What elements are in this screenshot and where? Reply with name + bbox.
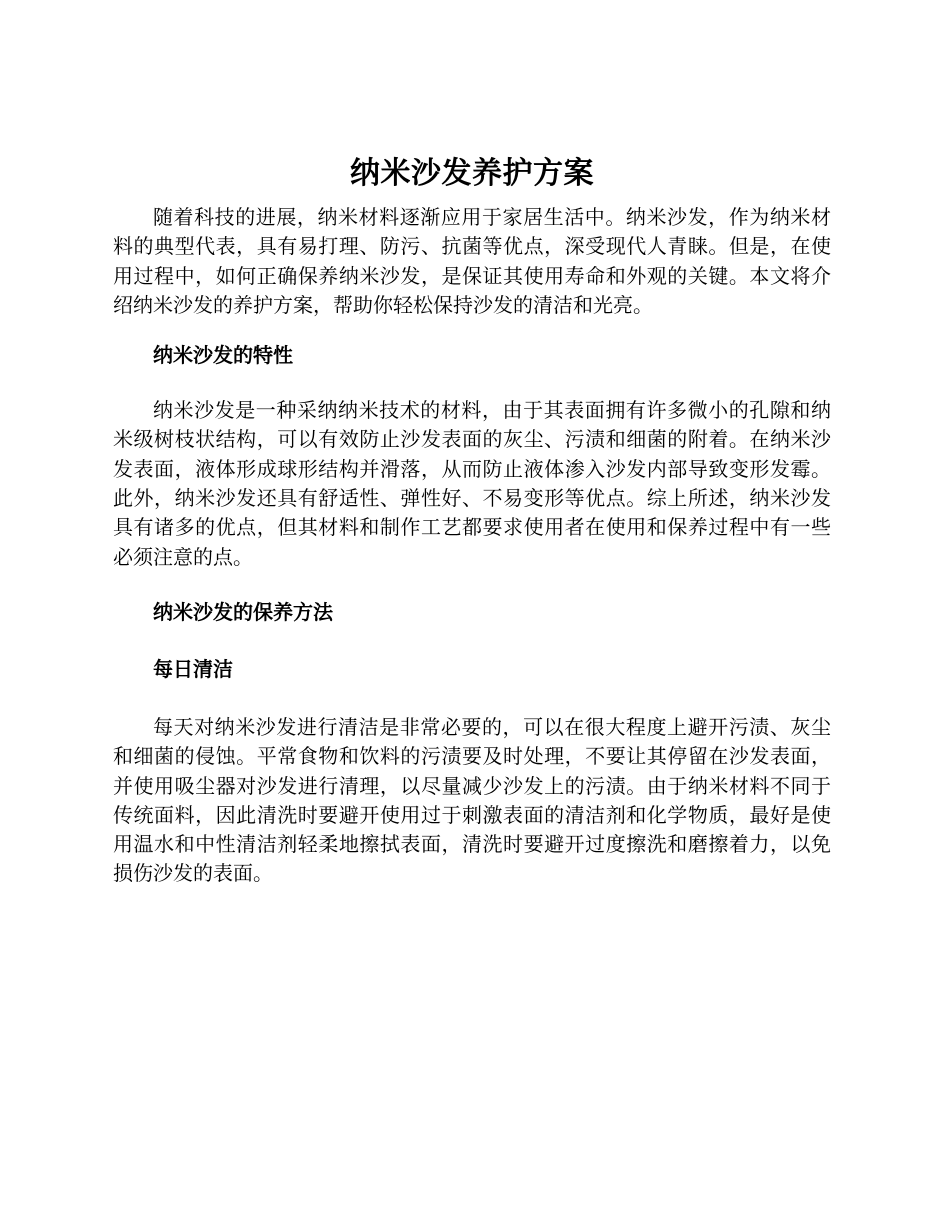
document-page [113, 150, 831, 889]
intro-paragraph: 随着科技的进展，纳米材料逐渐应用于家居生活中。纳米沙发，作为纳米材料的典型代表，具有易打理、防污、抗菌等优点，深受现代人青睐。但是，在使用过程中，如何正确保养纳米沙发，是保证其使用寿命和外观的关键。本文将介绍纳米沙发的养护方案，帮助你轻松保持沙发的清洁和光亮。 [113, 205, 831, 317]
daily-cleaning-paragraph: 每天对纳米沙发进行清洁是非常必要的，可以在很大程度上避开污渍、灰尘和细菌的侵蚀。平常食物和饮料的污渍要及时处理，不要让其停留在沙发表面，并使用吸尘器对沙发进行清理，以尽量减少沙发上的污渍。由于纳米材料不同于传统面料，因此清洗时要避开使用过于刺激表面的清洁剂和化学物质，最好是使用温水和中性清洁剂轻柔地擦拭表面，清洗时要避开过度擦洗和磨擦着力，以免损伤沙发的表面。 [113, 714, 831, 886]
section-heading-care-methods: 纳米沙发的保养方法 [153, 599, 333, 624]
subheading-daily-cleaning: 每日清洁 [153, 656, 233, 681]
document-title: 纳米沙发养护方案 [350, 156, 594, 191]
section-heading-properties: 纳米沙发的特性 [153, 343, 293, 368]
properties-paragraph: 纳米沙发是一种采纳纳米技术的材料，由于其表面拥有许多微小的孔隙和纳米级树枝状结构，可以有效防止沙发表面的灰尘、污渍和细菌的附着。在纳米沙发表面，液体形成球形结构并滑落，从而防止液体渗入沙发内部导致变形发霉。此外，纳米沙发还具有舒适性、弹性好、不易变形等优点。综上所述，纳米沙发具有诸多的优点，但其材料和制作工艺都要求使用者在使用和保养过程中有一些必须注意的点。 [113, 398, 831, 569]
